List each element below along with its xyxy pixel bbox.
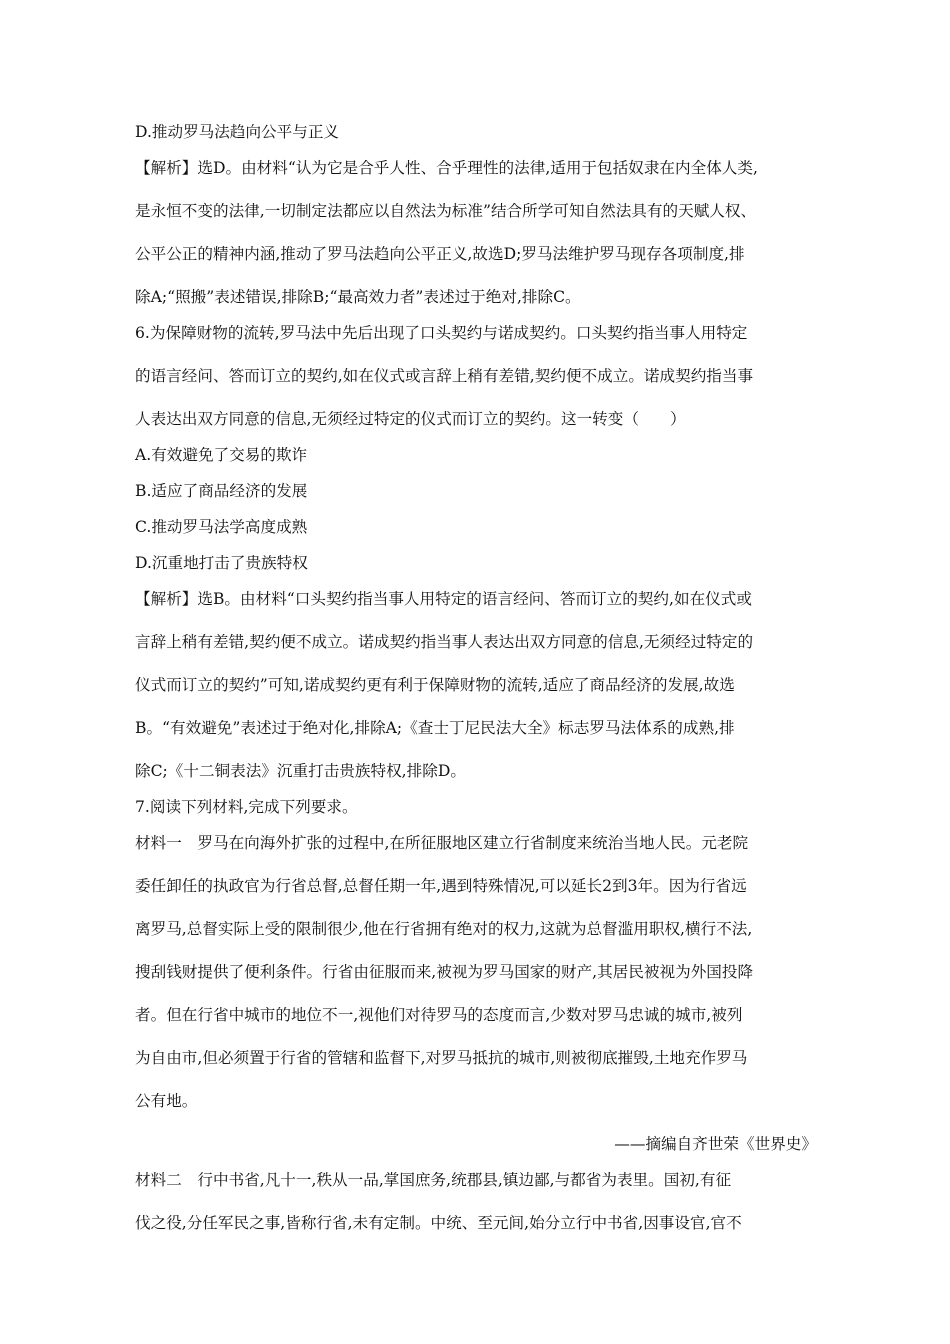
material-1-line-5: 者。但在行省中城市的地位不一,视他们对待罗马的态度而言,少数对罗马忠诚的城市,被列 bbox=[135, 1006, 743, 1024]
material-1-line-6: 为自由市,但必须置于行省的管辖和监督下,对罗马抵抗的城市,则被彻底摧毁,土地充作罗马 bbox=[135, 1049, 748, 1067]
material-1-line-2: 委任卸任的执政官为行省总督,总督任期一年,遇到特殊情况,可以延长2到3年。因为行省远 bbox=[135, 877, 747, 895]
analysis-q6-line-1: 【解析】选B。由材料“口头契约指当事人用特定的语言经问、答而订立的契约,如在仪式或 bbox=[135, 590, 752, 608]
material-1-source: ——摘编自齐世荣《世界史》 bbox=[614, 1135, 817, 1153]
analysis-q6-line-5: 除C;《十二铜表法》沉重打击贵族特权,排除D。 bbox=[135, 762, 466, 780]
question-6-line-1: 6.为保障财物的流转,罗马法中先后出现了口头契约与诺成契约。口头契约指当事人用特定 bbox=[135, 324, 748, 342]
material-2-line-1: 材料二 行中书省,凡十一,秩从一品,掌国庶务,统郡县,镇边鄙,与都省为表里。国初,有征 bbox=[135, 1171, 732, 1189]
option-a-q6: A.有效避免了交易的欺诈 bbox=[135, 446, 308, 464]
material-1-line-7: 公有地。 bbox=[135, 1092, 198, 1110]
option-d-q6: D.沉重地打击了贵族特权 bbox=[135, 554, 308, 572]
option-d-q5: D.推动罗马法趋向公平与正义 bbox=[135, 123, 340, 141]
question-7-instruction: 7.阅读下列材料,完成下列要求。 bbox=[135, 798, 358, 816]
material-2-line-2: 伐之役,分任军民之事,皆称行省,未有定制。中统、至元间,始分立行中书省,因事设官,官不 bbox=[135, 1214, 742, 1232]
analysis-q5-line-1: 【解析】选D。由材料“认为它是合乎人性、合乎理性的法律,适用于包括奴隶在内全体人类, bbox=[135, 159, 758, 177]
material-1-line-4: 搜刮钱财提供了便利条件。行省由征服而来,被视为罗马国家的财产,其居民被视为外国投降 bbox=[135, 963, 754, 981]
analysis-q6-line-3: 仪式而订立的契约”可知,诺成契约更有利于保障财物的流转,适应了商品经济的发展,故选 bbox=[135, 676, 735, 694]
question-6-line-2: 的语言经问、答而订立的契约,如在仪式或言辞上稍有差错,契约便不成立。诺成契约指当事 bbox=[135, 367, 754, 385]
material-1-line-1: 材料一 罗马在向海外扩张的过程中,在所征服地区建立行省制度来统治当地人民。元老院 bbox=[135, 834, 749, 852]
option-b-q6: B.适应了商品经济的发展 bbox=[135, 482, 308, 500]
analysis-q6-line-2: 言辞上稍有差错,契约便不成立。诺成契约指当事人表达出双方同意的信息,无须经过特定的 bbox=[135, 633, 754, 651]
option-c-q6: C.推动罗马法学高度成熟 bbox=[135, 518, 308, 536]
analysis-q5-line-2: 是永恒不变的法律,一切制定法都应以自然法为标准”结合所学可知自然法具有的天赋人权、 bbox=[135, 202, 757, 220]
question-6-line-3: 人表达出双方同意的信息,无须经过特定的仪式而订立的契约。这一转变（ ） bbox=[135, 410, 686, 428]
material-1-line-3: 离罗马,总督实际上受的限制很少,他在行省拥有绝对的权力,这就为总督滥用职权,横行不法, bbox=[135, 920, 753, 938]
analysis-q5-line-3: 公平公正的精神内涵,推动了罗马法趋向公平正义,故选D;罗马法维护罗马现存各项制度,排 bbox=[135, 245, 745, 263]
analysis-q6-line-4: B。“有效避免”表述过于绝对化,排除A;《查士丁尼民法大全》标志罗马法体系的成熟,排 bbox=[135, 719, 735, 737]
document-body bbox=[135, 122, 817, 1233]
analysis-q5-line-4: 除A;“照搬”表述错误,排除B;“最高效力者”表述过于绝对,排除C。 bbox=[135, 288, 581, 306]
